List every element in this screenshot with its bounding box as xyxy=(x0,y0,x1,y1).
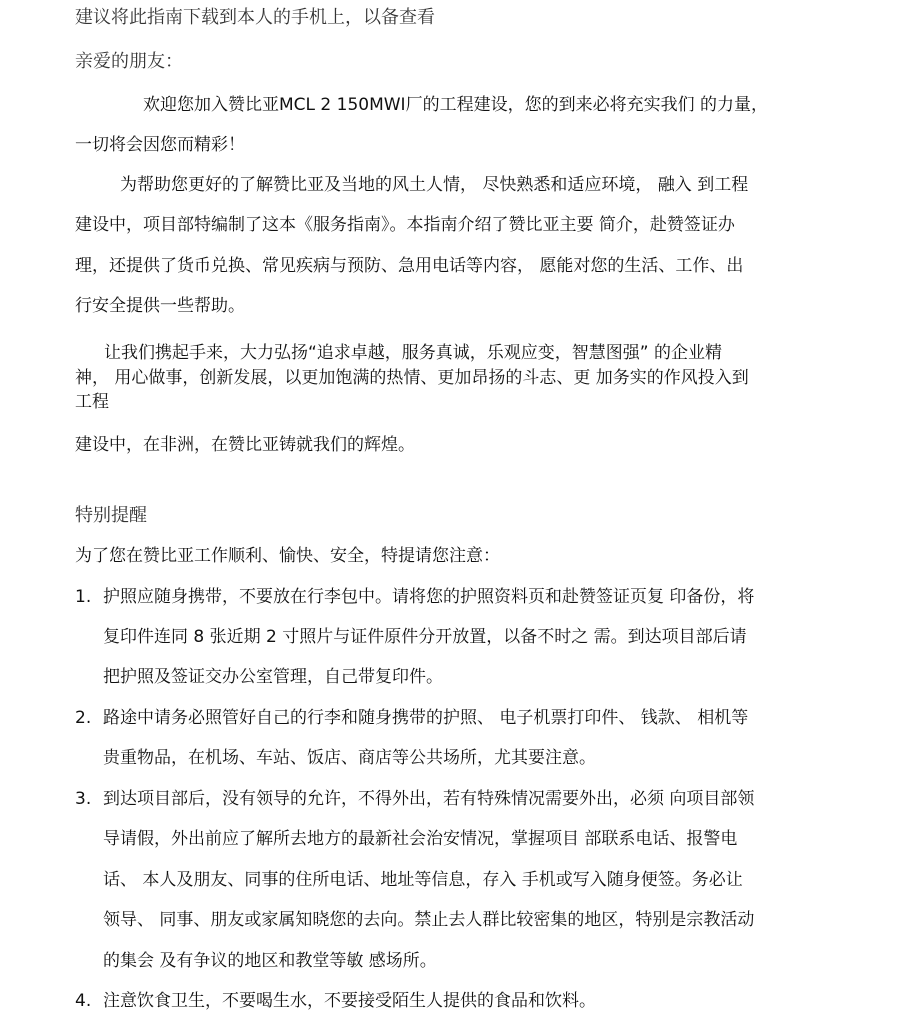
welcome-line: 欢迎您加入赞比亚MCL 2 150MWI厂的工程建设，您的到来必将充实我们 的力量， xyxy=(143,95,768,115)
item-line: 路途中请务必照管好自己的行李和随身携带的护照、 电子机票打印件、 钱款、 相机等 xyxy=(103,708,749,728)
spirit-line: 神， 用心做事，创新发展，以更加饱满的热情、更加昂扬的斗志、更 加务实的作风投入到 xyxy=(75,368,749,388)
item-line: 注意饮食卫生，不要喝生水，不要接受陌生人提供的食品和饮料。 xyxy=(103,991,596,1011)
item-line: 到达项目部后，没有领导的允许，不得外出，若有特殊情况需要外出，必须 向项目部领 xyxy=(103,789,755,809)
welcome-line: 一切将会因您而精彩！ xyxy=(75,135,245,155)
reminder-intro: 为了您在赞比亚工作顺利、愉快、安全，特提请您注意： xyxy=(75,546,500,566)
item-line: 领导、 同事、朋友或家属知晓您的去向。禁止去人群比较密集的地区，特别是宗教活动 xyxy=(103,910,755,930)
intro-line: 理，还提供了货币兑换、常见疾病与预防、急用电话等内容， 愿能对您的生活、工作、出 xyxy=(75,256,744,276)
intro-line: 行安全提供一些帮助。 xyxy=(75,296,245,316)
item-line: 把护照及签证交办公室管理，自己带复印件。 xyxy=(103,667,443,687)
item-number: 1. xyxy=(75,587,92,607)
item-number: 3. xyxy=(75,789,92,809)
item-line: 话、 本人及朋友、同事的住所电话、地址等信息，存入 手机或写入随身便签。务必让 xyxy=(103,870,743,890)
item-number: 4. xyxy=(75,991,92,1011)
intro-line: 建设中，项目部特编制了这本《服务指南》。本指南介绍了赞比亚主要 简介，赴赞签证办 xyxy=(75,215,735,235)
reminder-heading: 特别提醒 xyxy=(75,505,147,526)
greeting: 亲爱的朋友： xyxy=(75,51,183,72)
item-number: 2. xyxy=(75,708,92,728)
spirit-line: 工程 xyxy=(75,392,109,412)
item-line: 护照应随身携带，不要放在行李包中。请将您的护照资料页和赴赞签证页复 印备份，将 xyxy=(103,587,755,607)
item-line: 的集会 及有争议的地区和教堂等敏 感场所。 xyxy=(103,951,437,971)
top-note: 建议将此指南下载到本人的手机上，以备查看 xyxy=(75,7,435,28)
item-line: 复印件连同 8 张近期 2 寸照片与证件原件分开放置，以备不时之 需。到达项目部后请 xyxy=(103,627,747,647)
intro-line: 为帮助您更好的了解赞比亚及当地的风土人情， 尽快熟悉和适应环境， 融入 到工程 xyxy=(120,175,749,195)
spirit-line: 建设中，在非洲，在赞比亚铸就我们的辉煌。 xyxy=(75,435,415,455)
item-line: 导请假，外出前应了解所去地方的最新社会治安情况，掌握项目 部联系电话、报警电 xyxy=(103,829,738,849)
spirit-line: 让我们携起手来，大力弘扬“追求卓越，服务真诚，乐观应变，智慧图强” 的企业精 xyxy=(104,343,723,363)
item-line: 贵重物品，在机场、车站、饭店、商店等公共场所，尤其要注意。 xyxy=(103,748,596,768)
